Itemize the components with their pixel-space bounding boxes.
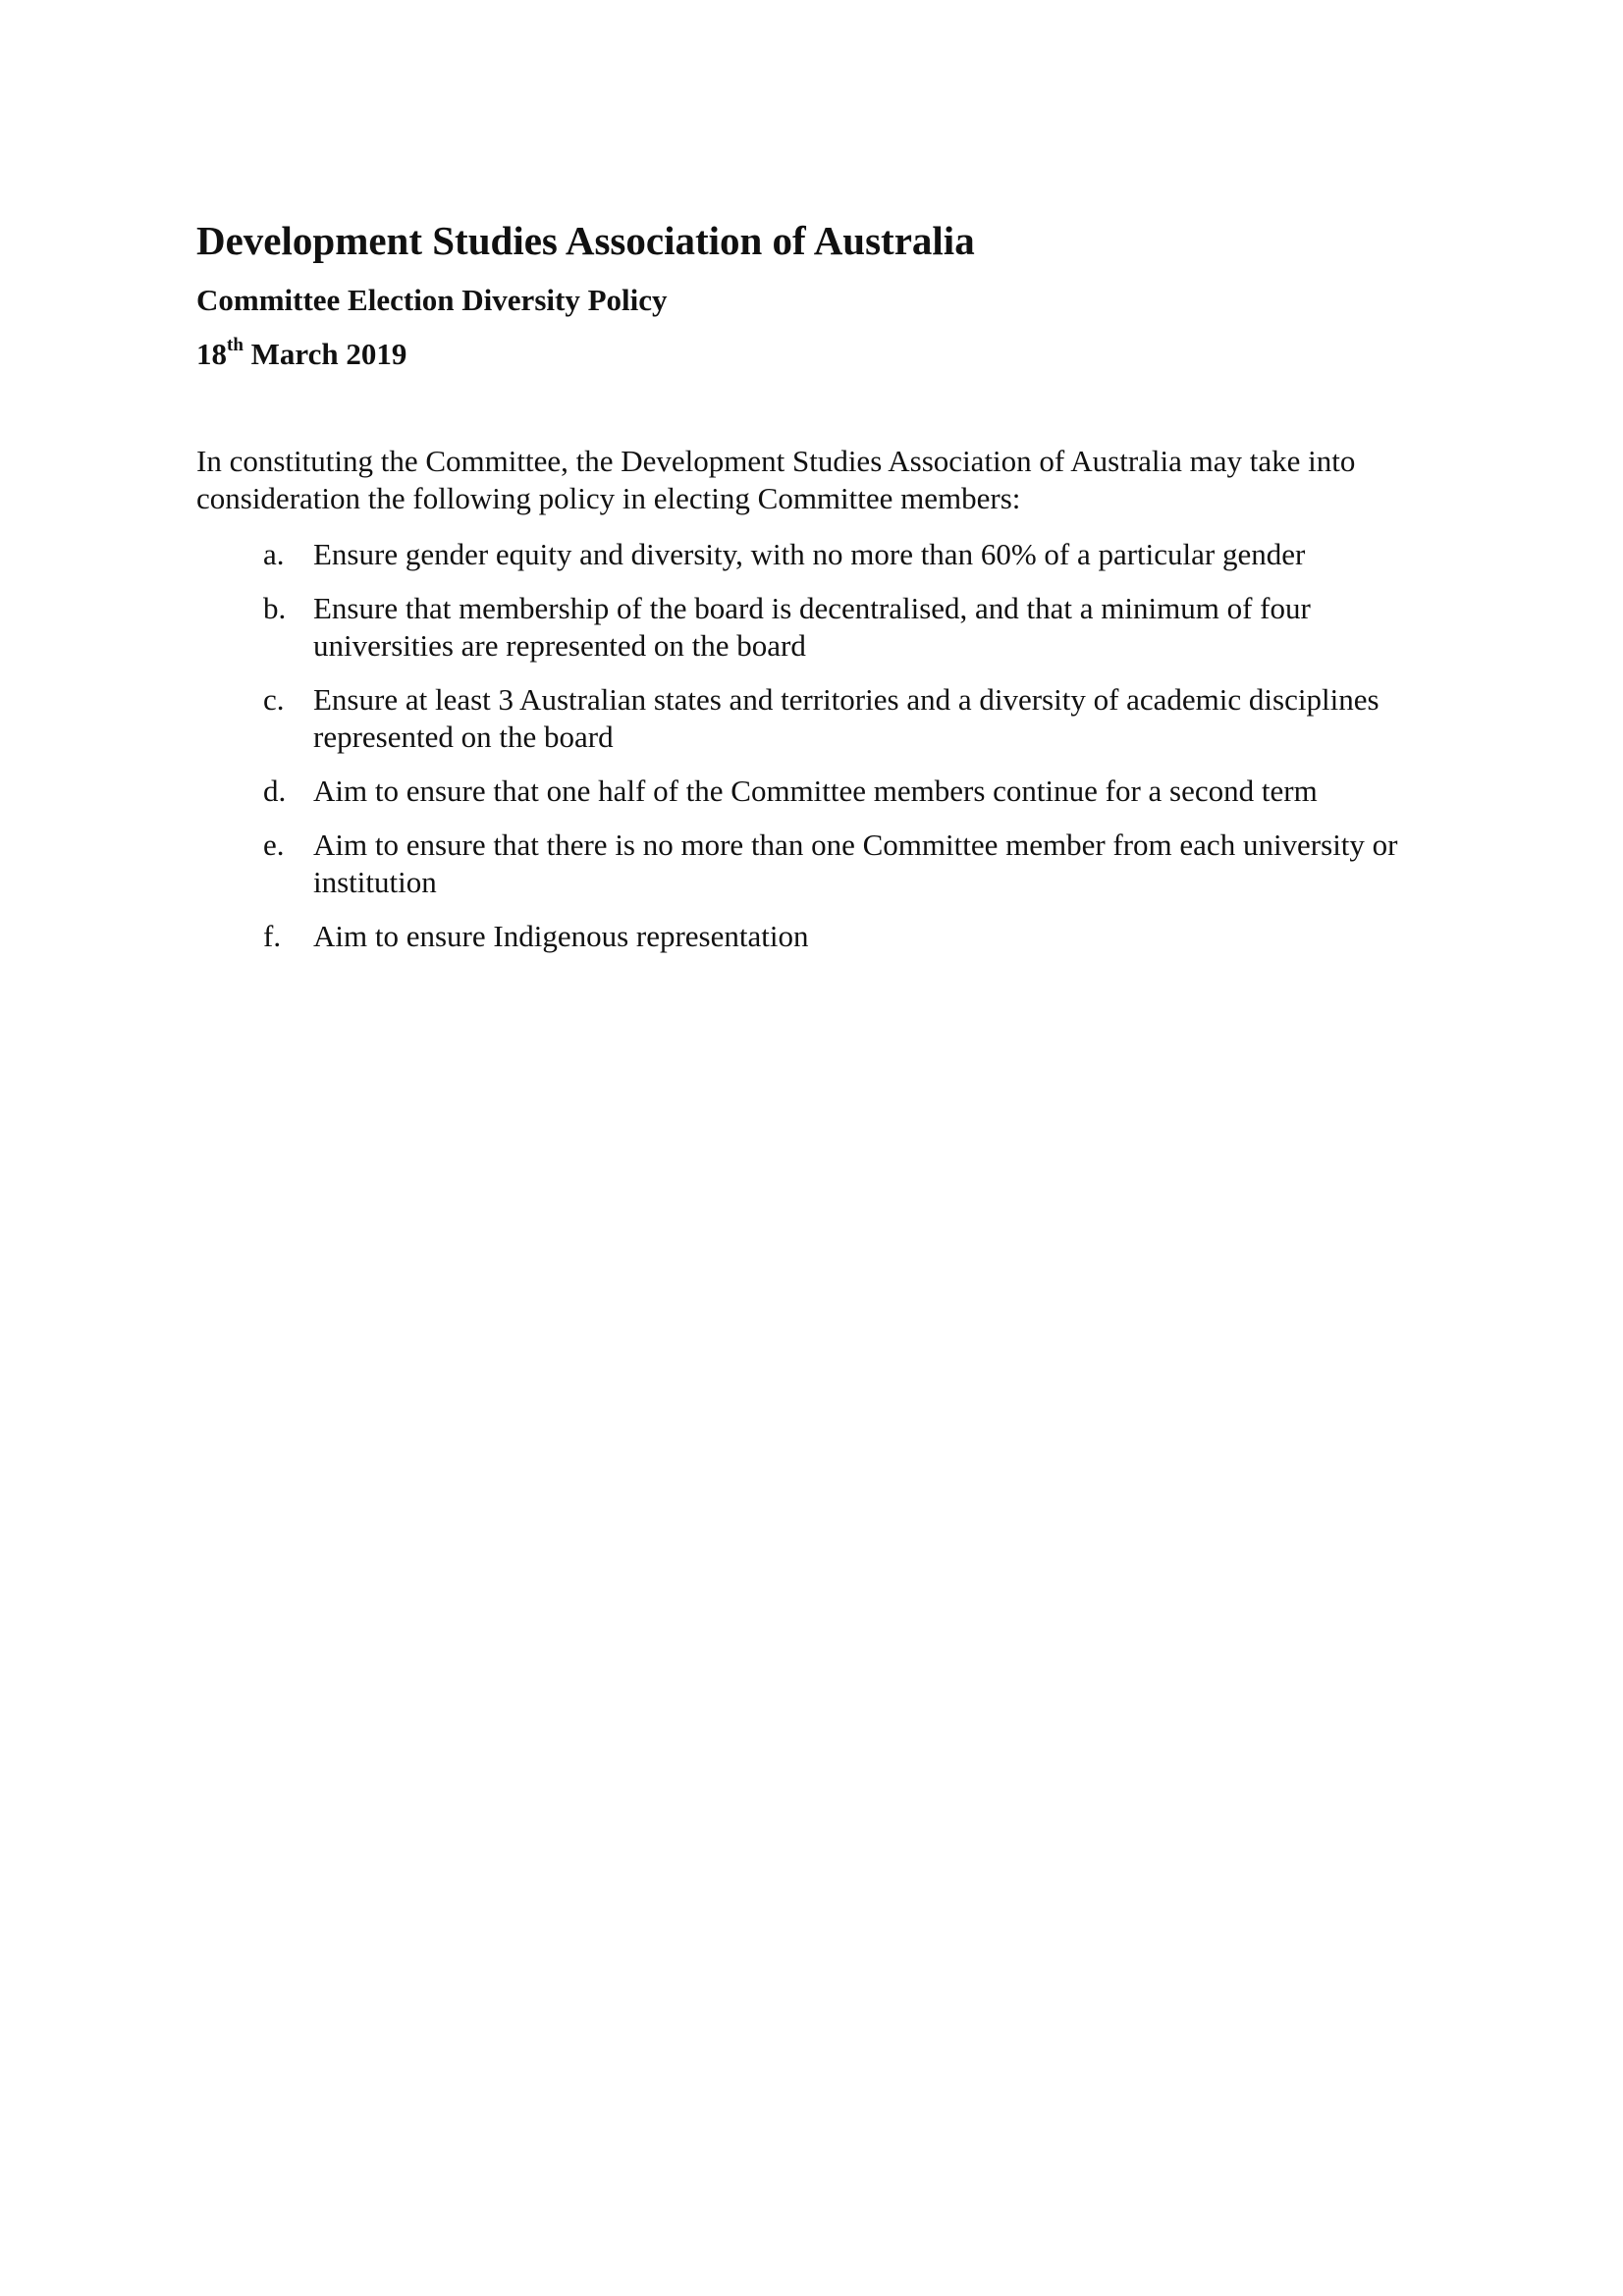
policy-item-c <box>196 681 1434 756</box>
policy-item-text: Aim to ensure that there is no more than one Committee member from each university or institution <box>313 828 1398 899</box>
policy-item-a <box>196 536 1434 573</box>
policy-item-text: Ensure at least 3 Australian states and territories and a diversity of academic disciplines represented on the board <box>313 682 1380 754</box>
list-marker: a. <box>263 537 285 571</box>
date-month-year: March 2019 <box>243 337 407 371</box>
date-day: 18 <box>196 337 227 371</box>
intro-paragraph: In constituting the Committee, the Development Studies Association of Australia may take into consideration the following policy in electing Committee members: <box>196 444 1356 515</box>
list-marker: c. <box>263 682 285 717</box>
document-title: Development Studies Association of Australia <box>196 218 975 263</box>
document-subtitle: Committee Election Diversity Policy <box>196 283 668 317</box>
list-marker: d. <box>263 774 287 808</box>
document-date <box>196 335 406 374</box>
policy-item-text: Aim to ensure Indigenous representation <box>313 919 809 953</box>
policy-item-text: Aim to ensure that one half of the Committee members continue for a second term <box>313 774 1318 808</box>
policy-item-e <box>196 827 1434 901</box>
list-marker: e. <box>263 828 285 862</box>
policy-item-d <box>196 773 1434 810</box>
policy-item-text: Ensure that membership of the board is decentralised, and that a minimum of four universities are represented on the board <box>313 591 1311 663</box>
policy-list <box>196 536 1434 972</box>
policy-item-text: Ensure gender equity and diversity, with no more than 60% of a particular gender <box>313 537 1306 571</box>
list-marker: f. <box>263 919 282 953</box>
policy-item-b <box>196 590 1434 665</box>
date-ordinal-suffix: th <box>227 334 243 355</box>
policy-item-f <box>196 918 1434 955</box>
list-marker: b. <box>263 591 287 625</box>
